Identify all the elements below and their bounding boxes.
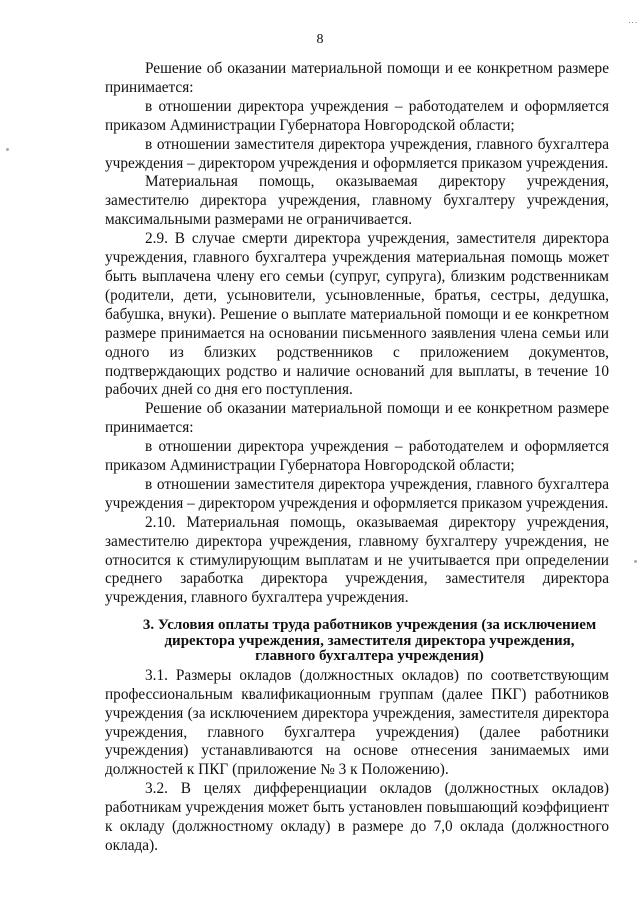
paragraph: в отношении директора учреждения – работодателем и оформляется приказом Администрации Губернатора Новгородской области; [105, 97, 609, 134]
scan-speck [6, 148, 9, 151]
paragraph: 2.10. Материальная помощь, оказываемая директору учреждения, заместителю директора учреждения, главному бухгалтеру учреждения, не относится к стимулирующим выплатам и не учитывается при определении среднего заработка директора учреждения, заместителя директора учреждения, главного бухгалтера учреждения. [105, 513, 609, 607]
paragraph: 2.9. В случае смерти директора учреждения, заместителя директора учреждения, главного бухгалтера учреждения материальная помощь может быть выплачена члену его семьи (супруг, супруга), близким родственникам (родители, дети, усыновители, усыновленные, братья, сестры, дедушка, бабушка, внуки). Решение о выплате материальной помощи и ее конкретном размере принимается на основании письменного заявления члена семьи или одного из близких родственников с приложением документов, подтверждающих родство и наличие оснований для выплаты, в течение 10 рабочих дней со дня его поступления. [105, 230, 609, 399]
document-body [105, 60, 609, 856]
paragraph: 3.1. Размеры окладов (должностных окладов) по соответствующим профессиональным квалификационным группам (далее ПКГ) работников учреждения (за исключением директора учреждения, заместителя директора учреждения, главного бухгалтера учреждения) (далее работники учреждения) устанавливаются на основе отнесения занимаемых ими должностей к ПКГ (приложение № 3 к Положению). [105, 666, 609, 779]
paragraph: в отношении заместителя директора учреждения, главного бухгалтера учреждения – директором учреждения и оформляется приказом учреждения. [105, 135, 609, 172]
margin-scan-mark: ⋮ [628, 18, 638, 27]
scan-speck [634, 560, 637, 563]
paragraph: в отношении заместителя директора учреждения, главного бухгалтера учреждения – директором учреждения и оформляется приказом учреждения. [105, 475, 609, 512]
section-heading: 3. Условия оплаты труда работников учреждения (за исключением директора учреждения, заместителя директора учреждения, главного бухгалтера учреждения) [142, 617, 597, 665]
paragraph: 3.2. В целях дифференциации окладов (должностных окладов) работникам учреждения может быть установлен повышающий коэффициент к окладу (должностному окладу) в размере до 7,0 оклада (должностного оклада). [105, 780, 609, 854]
page-number: 8 [316, 32, 324, 47]
paragraph: Решение об оказании материальной помощи и ее конкретном размере принимается: [105, 60, 609, 96]
paragraph: в отношении директора учреждения – работодателем и оформляется приказом Администрации Губернатора Новгородской области; [105, 438, 609, 475]
paragraph: Материальная помощь, оказываемая директору учреждения, заместителю директора учреждения, главному бухгалтеру учреждения, максимальными размерами не ограничивается. [105, 173, 609, 229]
paragraph: Решение об оказании материальной помощи и ее конкретном размере принимается: [105, 400, 609, 437]
